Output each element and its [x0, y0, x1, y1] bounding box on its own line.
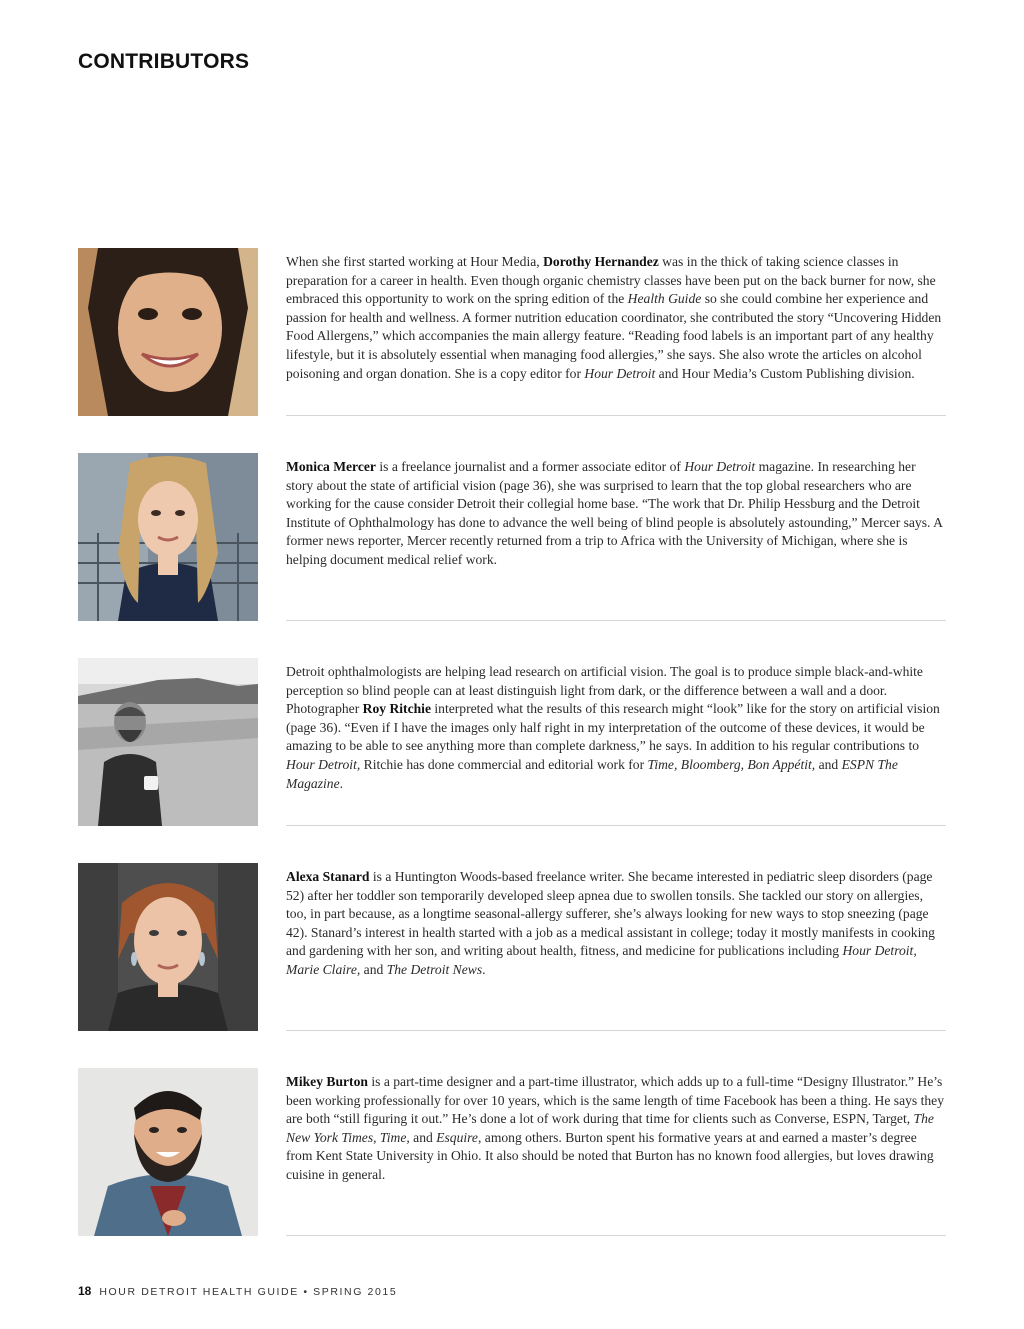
bio-text: and: [815, 756, 842, 772]
contributor-entry: [78, 863, 946, 1033]
publication-title: Hour Detroit, Marie Claire,: [286, 943, 917, 977]
bio-text: , and: [406, 1129, 437, 1145]
contributor-name: Alexa Stanard: [286, 869, 370, 884]
bio-text: and Hour Media’s Custom Publishing division.: [655, 365, 915, 381]
page-title: CONTRIBUTORS: [78, 50, 250, 73]
contributor-name: Roy Ritchie: [362, 701, 431, 717]
contributor-entry: [78, 453, 946, 623]
contributor-entry: [78, 658, 946, 828]
publication-line: HOUR DETROIT HEALTH GUIDE • SPRING 2015: [99, 1286, 398, 1298]
bio-text: ,: [373, 1129, 380, 1145]
divider: [286, 825, 946, 826]
publication-title: Hour Detroit: [584, 365, 656, 381]
bio-text: .: [339, 775, 344, 791]
publication-title: Health Guide: [627, 291, 702, 307]
publication-title: Time: [379, 1129, 407, 1145]
bio-text: .: [482, 961, 486, 977]
contributor-photo: [78, 453, 258, 621]
contributor-photo: [78, 658, 258, 826]
contributor-bio: [286, 868, 946, 980]
contributor-name: Monica Mercer: [286, 459, 376, 474]
divider: [286, 415, 946, 416]
divider: [286, 620, 946, 621]
contributor-photo: [78, 863, 258, 1031]
bio-text: Detroit ophthalmologists are helping lead research on artificial vision. The goal is to produce simple black-and-white perception so blind people can at least distinguish light from dark, or the difference between a wall and a door. Photographer: [286, 664, 923, 717]
page-footer: [78, 1284, 397, 1298]
divider: [286, 1235, 946, 1236]
bio-text: is a part-time designer and a part-time illustrator, which adds up to a full-time “Designy Illustrator.” He’s been working professionally for over 10 years, which is the same length of time Facebook has been a thing. He says they are both “still figuring it out.” He’s done a lot of work during that time for clients such as Converse, ESPN, Target,: [286, 1074, 944, 1127]
contributor-name: Dorothy Hernandez: [543, 254, 659, 269]
bio-text: interpreted what the results of this research might “look” like for the story on artificial vision (page 36). “Even if I have the images only half right in my interpretation of the outcome of these devices, it would be amazing to be able to see anything more than complete darkness,” he says. In addition to his regular contributions to: [286, 701, 940, 754]
publication-title: Hour Detroit: [684, 459, 756, 474]
contributor-name: Mikey Burton: [286, 1074, 368, 1089]
contributor-bio: [286, 253, 946, 383]
bio-text: , among others. Burton spent his formative years at and earned a master’s degree from Kent State University in Ohio. It also should be noted that Burton has no known food allergies, but loves drawing cuisine in general.: [286, 1129, 934, 1182]
contributor-entry: [78, 1068, 946, 1238]
bio-text: and: [360, 961, 387, 977]
contributor-bio: [286, 1073, 946, 1185]
contributor-bio: [286, 458, 946, 570]
bio-text: is a freelance journalist and a former associate editor of: [375, 459, 685, 474]
publication-title: The New York Times: [286, 1111, 934, 1145]
bio-text: magazine. In researching her story about the state of artificial vision (page 36), she was surprised to learn that the top global researchers who are working for the cause consider Detroit their collegial home base. “The work that Dr. Philip Hessburg and the Detroit Institute of Ophthalmology has done to advance the well being of blind people is absolutely astounding,” Mercer says. A former news reporter, Mercer recently returned from a trip to Africa with the University of Michigan, where she is helping document medical relief work.: [286, 459, 943, 567]
publication-title: Esquire: [436, 1129, 478, 1145]
divider: [286, 1030, 946, 1031]
bio-text: Ritchie has done commercial and editorial work for: [360, 756, 648, 772]
publication-title: Time, Bloomberg, Bon Appétit,: [647, 756, 816, 772]
contributor-photo: [78, 1068, 258, 1236]
page-number: 18: [78, 1284, 92, 1298]
publication-title: ESPN The Magazine: [286, 756, 898, 791]
contributor-photo: [78, 248, 258, 416]
bio-text: so she could combine her experience and passion for health and wellness. A former nutrition education coordinator, she contributed the story “Uncovering Hidden Food Allergens,” which accompanies the main allergy feature. “Reading food labels is an important part of any healthy lifestyle, but it is absolutely essential when managing food allergies,” she says. She also wrote the articles on alcohol poisoning and organ donation. She is a copy editor for: [286, 291, 942, 381]
bio-text: is a Huntington Woods-based freelance writer. She became interested in pediatric sleep disorders (page 52) after her toddler son temporarily developed sleep apnea due to swollen tonsils. She tackled our story on allergies, too, in part because, as a longtime seasonal-allergy sufferer, she’s always looking for new ways to stop sneezing (page 42). Stanard’s interest in health started with a job as a medical assistant in college; today it mostly manifests in cooking and gardening with her son, and writing about health, fitness, and medicine for publications including: [286, 869, 935, 959]
bio-text: When she first started working at Hour Media,: [286, 254, 544, 269]
publication-title: Hour Detroit,: [286, 756, 361, 772]
publication-title: The Detroit News: [386, 961, 483, 977]
bio-text: was in the thick of taking science classes in preparation for a career in health. Even though organic chemistry classes have been put on the back burner for now, she embraced this opportunity to work on the spring edition of the: [286, 254, 936, 307]
contributor-entry: [78, 248, 946, 418]
contributor-bio: [286, 663, 946, 793]
